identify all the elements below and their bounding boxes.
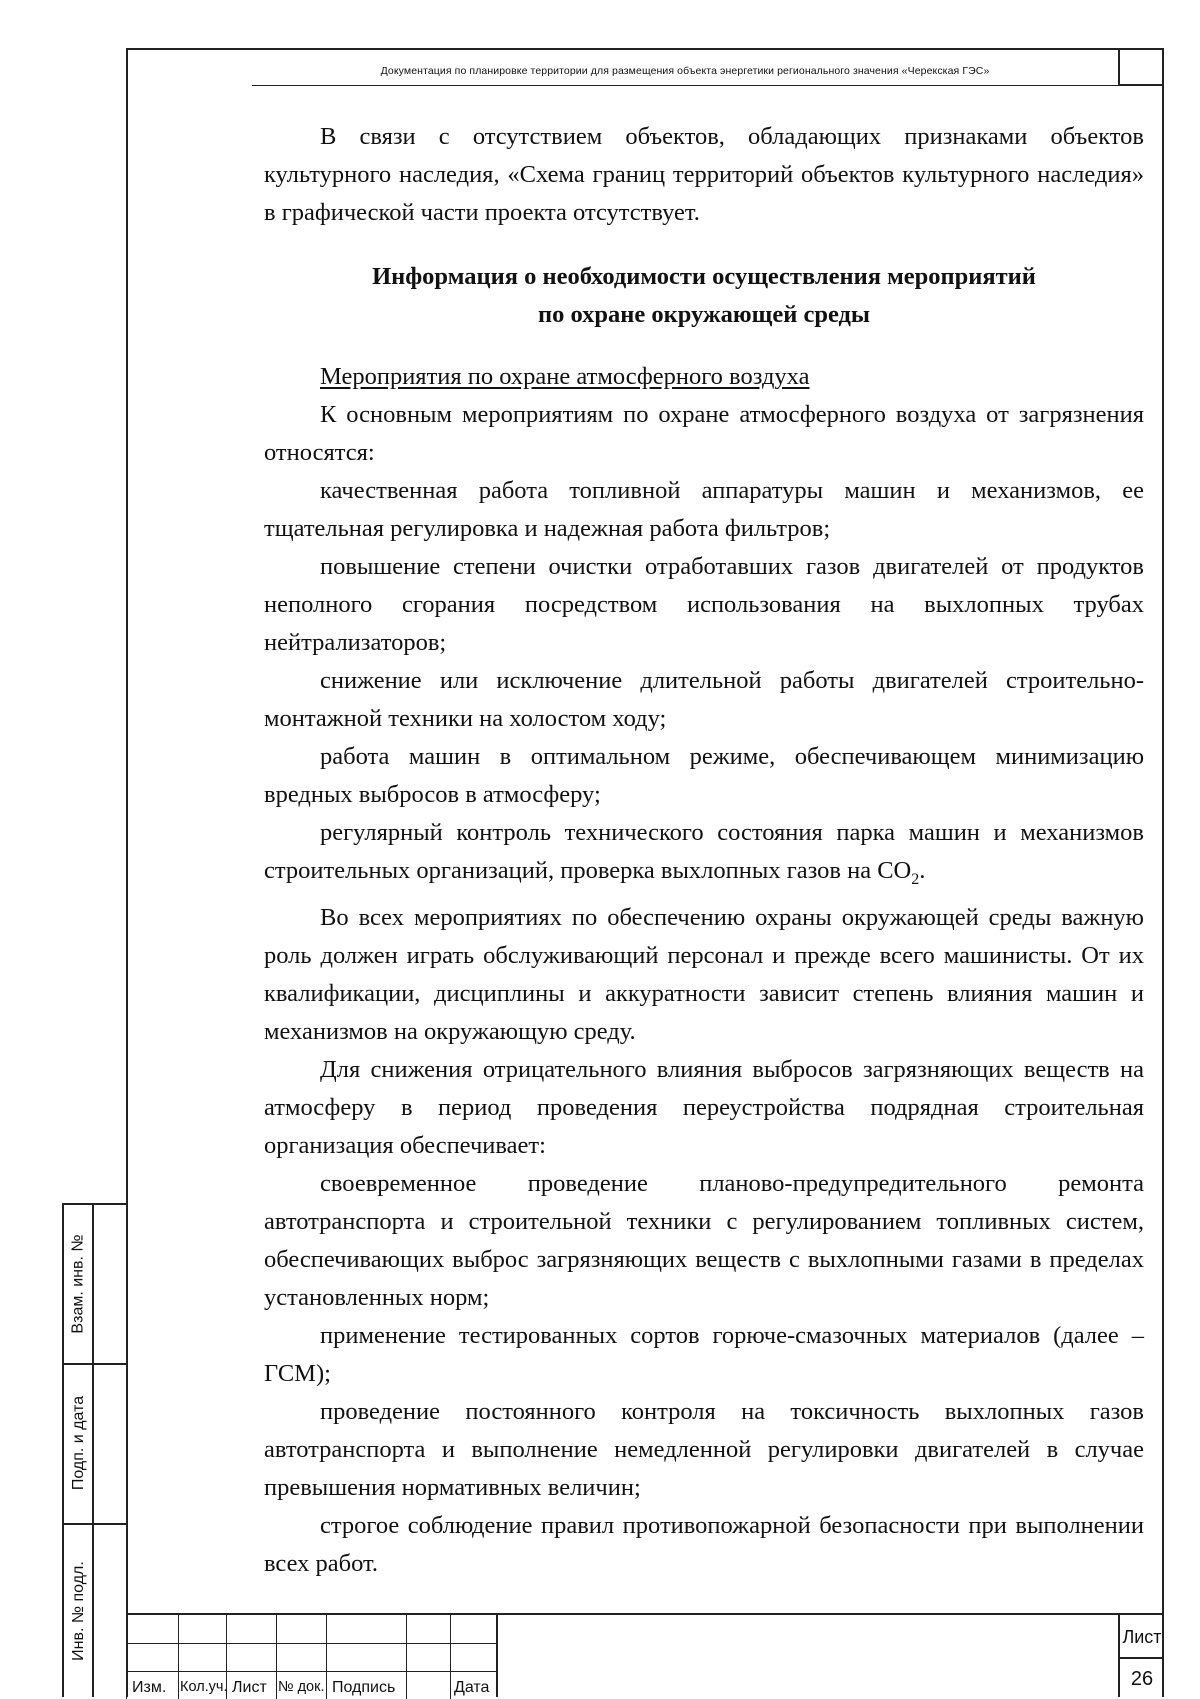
stamp-grid-row [126,1671,496,1672]
paragraph-text: регулярный контроль технического состояния парка машин и механизмов строительных организаций, проверка выхлопных газов на CO [264,819,1144,884]
paragraph: качественная работа топливной аппаратуры машин и механизмов, ее тщательная регулировка и надежная работа фильтров; [264,477,1144,542]
stamp-right-border [496,1613,498,1697]
paragraph: строгое соблюдение правил противопожарной безопасности при выполнении всех работ. [264,1511,1144,1577]
subheading-text: Мероприятия по охране атмосферного воздуха [320,363,810,390]
header-corner-box [1118,48,1164,86]
stamp-grid-line [126,1615,127,1699]
paragraph: повышение степени очистки отработавших газов двигателей от продуктов неполного сгорания посредством использования на выхлопных трубах нейтрализаторов; [264,553,1144,656]
subscript: 2 [911,870,920,888]
stamp-label-count: Кол.уч. [180,1679,228,1695]
subheading [264,358,1144,396]
paragraph-co2 [264,814,1144,899]
paragraph: Для снижения отрицательного влияния выбросов загрязняющих веществ на атмосферу в период проведения переустройства подрядная строительная организация обеспечивает: [264,1055,1144,1159]
sheet-number-box [1118,1613,1164,1697]
stamp-label-change: Изм. [132,1679,167,1696]
stamp-label-sheet: Лист [232,1679,267,1696]
paragraph: проведение постоянного контроля на токсичность выхлопных газов автотранспорта и выполнение немедленной регулировки двигателей в случае превышения нормативных величин; [264,1397,1144,1501]
header-divider [252,85,1124,86]
paragraph: К основным мероприятиям по охране атмосферного воздуха от загрязнения относятся: [264,401,1144,466]
paragraph-end: . [919,857,926,884]
paragraph: работа машин в оптимальном режиме, обеспечивающем минимизацию вредных выбросов в атмосферу; [264,743,1144,808]
sheet-label: Лист [1122,1627,1162,1647]
heading-line-2: по охране окружающей среды [537,301,871,328]
side-label-cell [64,1523,94,1699]
paragraph: своевременное проведение планово-предупредительного ремонта автотранспорта и строительной техники с регулированием топливных систем, обеспечивающих выброс загрязняющих веществ с выхлопными газами в пределах установленных норм; [264,1169,1144,1311]
paragraph: применение тестированных сортов горюче-смазочных материалов (далее – ГСМ); [264,1321,1144,1387]
stamp-grid-line [450,1615,451,1699]
side-label-replacement-inv: Взам. инв. № [70,1234,87,1334]
side-label-cell [64,1205,94,1363]
stamp-grid-line [406,1615,407,1699]
document-body [264,118,1144,1583]
stamp-label-date: Дата [454,1679,490,1696]
paragraph: Во всех мероприятиях по обеспечению охраны окружающей среды важную роль должен играть обслуживающий персонал и прежде всего машинисты. От их квалификации, дисциплины и аккуратности зависит степень влияния машин и механизмов на окружающую среду. [264,903,1144,1045]
stamp-grid-row [126,1643,496,1644]
sheet-number: 26 [1130,1668,1154,1690]
side-stamp-strip [62,1203,126,1697]
paragraph-intro: В связи с отсутствием объектов, обладающих признаками объектов культурного наследия, «Схема границ территорий объектов культурного наследия» в графической части проекта отсутствует. [264,123,1144,226]
section-heading [264,258,1144,334]
heading-line-1: Информация о необходимости осуществления мероприятий [372,263,1036,290]
stamp-grid-line [326,1615,327,1699]
side-label-signature-date: Подп. и дата [70,1395,87,1491]
side-label-original-inv: Инв. № подл. [70,1561,88,1661]
stamp-grid-line [276,1615,277,1699]
stamp-grid-line [178,1615,179,1699]
stamp-label-doc-no: № док. [278,1679,325,1695]
document-header: Документация по планировке территории для размещения объекта энергетики регионального значения «Черекская ГЭС» [380,65,990,77]
side-label-cell [64,1363,94,1523]
title-block [126,1613,496,1697]
stamp-label-signature: Подпись [332,1679,396,1696]
paragraph: снижение или исключение длительной работы двигателей строительно-монтажной техники на холостом ходу; [264,667,1144,732]
sheet-divider [1120,1657,1164,1659]
